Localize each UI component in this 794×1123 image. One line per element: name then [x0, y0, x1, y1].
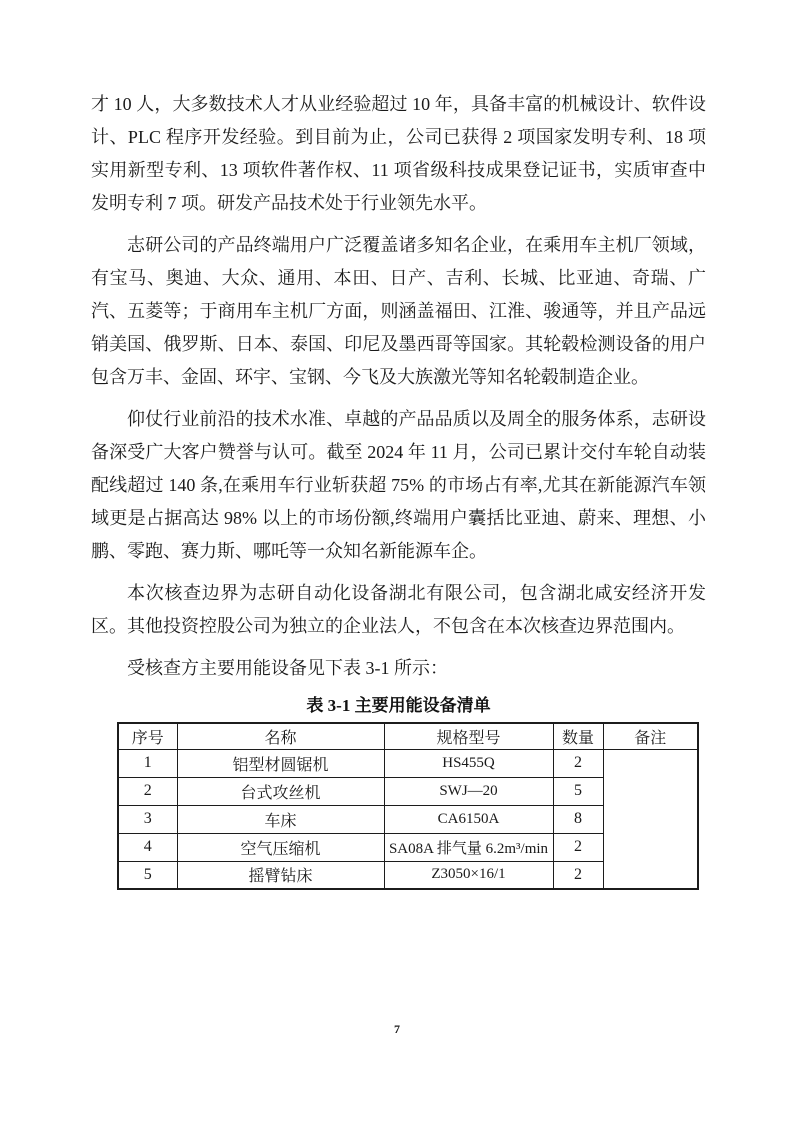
table-cell: 2 — [118, 777, 177, 805]
remark-cell — [603, 749, 698, 889]
table-cell: 摇臂钻床 — [177, 861, 384, 889]
table-cell: 台式攻丝机 — [177, 777, 384, 805]
table-cell: 2 — [553, 833, 603, 861]
body-paragraphs — [91, 88, 706, 685]
table-header-cell: 名称 — [177, 723, 384, 749]
table-header-cell: 备注 — [603, 723, 698, 749]
table-cell: 2 — [553, 749, 603, 777]
table-cell: 空气压缩机 — [177, 833, 384, 861]
table-header-cell: 序号 — [118, 723, 177, 749]
table-cell: 3 — [118, 805, 177, 833]
paragraph: 志研公司的产品终端用户广泛覆盖诸多知名企业，在乘用车主机厂领域，有宝马、奥迪、大众、通用、本田、日产、吉利、长城、比亚迪、奇瑞、广汽、五菱等；于商用车主机厂方面，则涵盖福田、江淮、骏通等，并且产品远销美国、俄罗斯、日本、泰国、印尼及墨西哥等国家。其轮毂检测设备的用户包含万丰、金固、环宇、宝钢、今飞及大族激光等知名轮毂制造企业。 — [91, 235, 706, 387]
table-header-cell: 数量 — [553, 723, 603, 749]
table-cell: 4 — [118, 833, 177, 861]
table-cell: 5 — [553, 777, 603, 805]
paragraph: 本次核查边界为志研自动化设备湖北有限公司，包含湖北咸安经济开发区。其他投资控股公司为独立的企业法人，不包含在本次核查边界范围内。 — [91, 583, 706, 636]
table-header-row — [118, 723, 698, 749]
table-cell: SWJ—20 — [384, 777, 553, 805]
equipment-table — [117, 722, 699, 890]
paragraph: 仰仗行业前沿的技术水准、卓越的产品品质以及周全的服务体系，志研设备深受广大客户赞誉与认可。截至 2024 年 11 月，公司已累计交付车轮自动装配线超过 140 条,在乘用车行业斩获超 75% 的市场占有率,尤其在新能源汽车领域更是占据高达 98% 以上的市场份额,终端用户囊括比亚迪、蔚来、理想、小鹏、零跑、赛力斯、哪吒等一众知名新能源车企。 — [91, 409, 706, 561]
table-cell: Z3050×16/1 — [384, 861, 553, 889]
page-content — [91, 88, 706, 890]
paragraph: 受核查方主要用能设备见下表 3-1 所示： — [127, 658, 448, 678]
table-cell: 2 — [553, 861, 603, 889]
table-cell: SA08A 排气量 6.2m³/min — [384, 833, 553, 861]
table-header-cell: 规格型号 — [384, 723, 553, 749]
page-number: 7 — [394, 1022, 400, 1036]
table-row — [118, 749, 698, 777]
table-cell: 8 — [553, 805, 603, 833]
paragraph: 才 10 人，大多数技术人才从业经验超过 10 年，具备丰富的机械设计、软件设计、PLC 程序开发经验。到目前为止，公司已获得 2 项国家发明专利、18 项实用新型专利、13 项软件著作权、11 项省级科技成果登记证书，实质审查中发明专利 7 项。研发产品技术处于行业领先水平。 — [91, 94, 706, 213]
table-cell: 铝型材圆锯机 — [177, 749, 384, 777]
table-cell: 1 — [118, 749, 177, 777]
table-cell: HS455Q — [384, 749, 553, 777]
table-title: 表 3-1 主要用能设备清单 — [306, 696, 491, 715]
table-cell: CA6150A — [384, 805, 553, 833]
table-cell: 车床 — [177, 805, 384, 833]
table-cell: 5 — [118, 861, 177, 889]
